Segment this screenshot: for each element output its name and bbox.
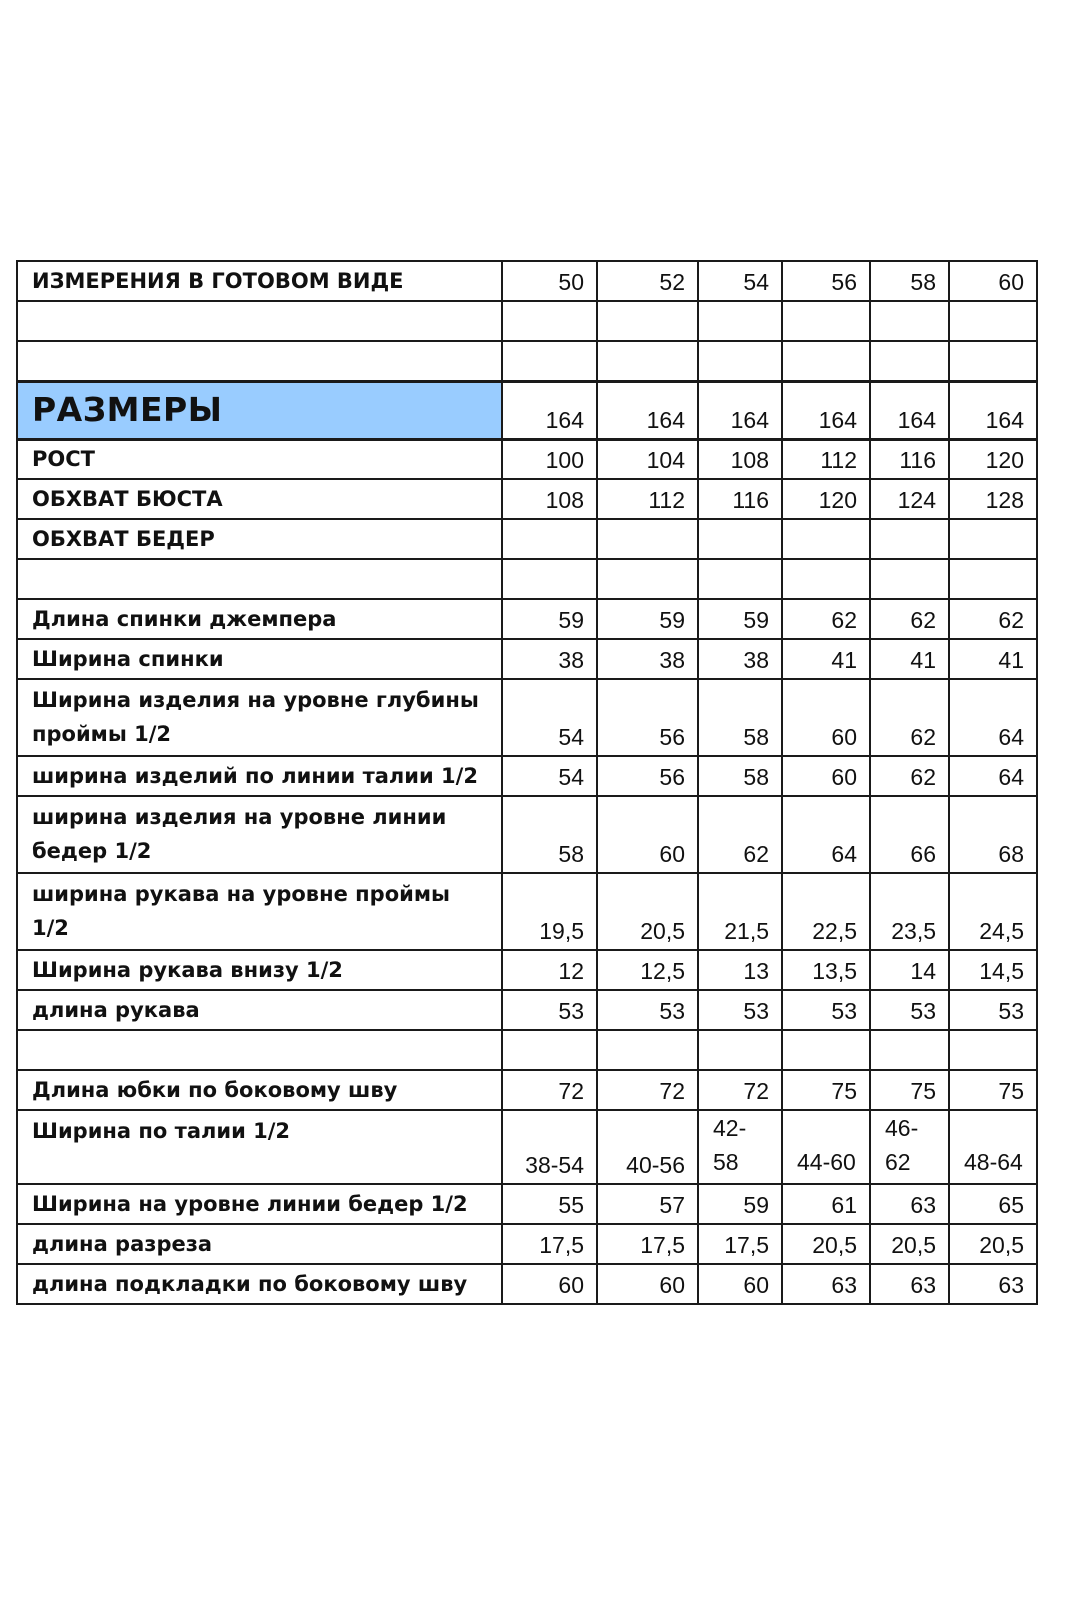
- size-value-cell: [870, 301, 949, 341]
- size-value-cell: 41: [870, 639, 949, 679]
- size-value-cell: [597, 519, 698, 559]
- size-value-cell: [698, 301, 782, 341]
- size-value-cell: 62: [782, 599, 870, 639]
- size-value-cell: 53: [698, 990, 782, 1030]
- table-row: [17, 1224, 1037, 1264]
- size-value-cell: 100: [502, 439, 597, 479]
- size-value-cell: [782, 559, 870, 599]
- size-value-cell: 46-62: [870, 1110, 949, 1184]
- row-label: РОСТ: [17, 439, 502, 479]
- size-value-cell: [597, 341, 698, 381]
- size-value-cell: 112: [597, 479, 698, 519]
- size-value-cell: [502, 341, 597, 381]
- size-value-cell: 116: [698, 479, 782, 519]
- size-value-cell: 60: [949, 261, 1037, 301]
- size-value-cell: [949, 341, 1037, 381]
- table-row-empty: [17, 559, 1037, 599]
- row-label: ИЗМЕРЕНИЯ В ГОТОВОМ ВИДЕ: [17, 261, 502, 301]
- size-value-cell: 20,5: [597, 873, 698, 950]
- size-value-cell: 60: [502, 1264, 597, 1304]
- table-row: [17, 990, 1037, 1030]
- size-value-cell: 60: [782, 679, 870, 756]
- table-row-empty: [17, 341, 1037, 381]
- size-value-cell: 23,5: [870, 873, 949, 950]
- size-chart-table: [16, 260, 1038, 1305]
- table-row: [17, 381, 1037, 439]
- row-label: [17, 1030, 502, 1070]
- size-value-cell: 72: [597, 1070, 698, 1110]
- row-label: ширина рукава на уровне проймы 1/2: [17, 873, 502, 950]
- size-value-cell: 60: [597, 1264, 698, 1304]
- size-value-cell: 57: [597, 1184, 698, 1224]
- size-value-cell: 14,5: [949, 950, 1037, 990]
- size-value-cell: 75: [870, 1070, 949, 1110]
- size-value-cell: 116: [870, 439, 949, 479]
- size-value-cell: 53: [782, 990, 870, 1030]
- table-row-empty: [17, 1030, 1037, 1070]
- row-label: ширина изделий по линии талии 1/2: [17, 756, 502, 796]
- size-value-cell: 108: [698, 439, 782, 479]
- size-value-cell: 104: [597, 439, 698, 479]
- size-value-cell: 55: [502, 1184, 597, 1224]
- size-value-cell: 75: [949, 1070, 1037, 1110]
- sizes-heading: РАЗМЕРЫ: [17, 381, 502, 439]
- size-value-cell: 50: [502, 261, 597, 301]
- size-value-cell: 44-60: [782, 1110, 870, 1184]
- size-value-cell: 108: [502, 479, 597, 519]
- size-value-cell: 59: [698, 599, 782, 639]
- size-value-cell: 128: [949, 479, 1037, 519]
- size-value-cell: 58: [870, 261, 949, 301]
- table-row: [17, 261, 1037, 301]
- row-label: ширина изделия на уровне линии бедер 1/2: [17, 796, 502, 873]
- size-value-cell: 40-56: [597, 1110, 698, 1184]
- row-label: ОБХВАТ БЕДЕР: [17, 519, 502, 559]
- size-value-cell: 58: [698, 756, 782, 796]
- size-value-cell: [949, 301, 1037, 341]
- table-row: [17, 479, 1037, 519]
- size-value-cell: 64: [782, 796, 870, 873]
- size-value-cell: 62: [870, 756, 949, 796]
- size-value-cell: 62: [870, 679, 949, 756]
- size-value-cell: 38-54: [502, 1110, 597, 1184]
- size-value-cell: [502, 519, 597, 559]
- size-value-cell: 62: [870, 599, 949, 639]
- size-value-cell: 19,5: [502, 873, 597, 950]
- table-row: [17, 639, 1037, 679]
- size-value-cell: 12,5: [597, 950, 698, 990]
- row-label: Ширина по талии 1/2: [17, 1110, 502, 1184]
- size-value-cell: 68: [949, 796, 1037, 873]
- size-value-cell: 53: [870, 990, 949, 1030]
- table-row: [17, 1264, 1037, 1304]
- size-value-cell: 58: [698, 679, 782, 756]
- size-value-cell: [698, 559, 782, 599]
- size-value-cell: 72: [502, 1070, 597, 1110]
- row-label: Ширина на уровне линии бедер 1/2: [17, 1184, 502, 1224]
- table-row: [17, 519, 1037, 559]
- size-value-cell: 60: [597, 796, 698, 873]
- size-value-cell: 124: [870, 479, 949, 519]
- size-value-cell: 53: [949, 990, 1037, 1030]
- size-value-cell: 164: [502, 381, 597, 439]
- size-value-cell: 164: [698, 381, 782, 439]
- size-value-cell: 61: [782, 1184, 870, 1224]
- size-value-cell: [949, 1030, 1037, 1070]
- size-value-cell: 48-64: [949, 1110, 1037, 1184]
- size-value-cell: [949, 559, 1037, 599]
- size-value-cell: 62: [949, 599, 1037, 639]
- size-value-cell: [698, 341, 782, 381]
- size-value-cell: [782, 1030, 870, 1070]
- size-value-cell: 14: [870, 950, 949, 990]
- size-value-cell: 164: [870, 381, 949, 439]
- size-value-cell: 56: [597, 679, 698, 756]
- size-value-cell: [949, 519, 1037, 559]
- row-label: длина подкладки по боковому шву: [17, 1264, 502, 1304]
- size-value-cell: 54: [698, 261, 782, 301]
- size-value-cell: 42-58: [698, 1110, 782, 1184]
- size-value-cell: [782, 301, 870, 341]
- row-label: [17, 341, 502, 381]
- size-value-cell: 72: [698, 1070, 782, 1110]
- size-value-cell: 17,5: [698, 1224, 782, 1264]
- size-value-cell: 63: [949, 1264, 1037, 1304]
- row-label: Длина спинки джемпера: [17, 599, 502, 639]
- size-value-cell: 13,5: [782, 950, 870, 990]
- row-label: ОБХВАТ БЮСТА: [17, 479, 502, 519]
- table-row: [17, 1110, 1037, 1184]
- row-label: [17, 301, 502, 341]
- size-value-cell: 66: [870, 796, 949, 873]
- table-row-empty: [17, 301, 1037, 341]
- table-row: [17, 1184, 1037, 1224]
- size-value-cell: 63: [870, 1264, 949, 1304]
- size-value-cell: 164: [782, 381, 870, 439]
- size-value-cell: 38: [597, 639, 698, 679]
- size-value-cell: 59: [698, 1184, 782, 1224]
- size-value-cell: 164: [597, 381, 698, 439]
- size-value-cell: 63: [782, 1264, 870, 1304]
- size-value-cell: 64: [949, 756, 1037, 796]
- size-value-cell: [698, 1030, 782, 1070]
- size-value-cell: [698, 519, 782, 559]
- row-label: Ширина изделия на уровне глубины проймы 1/2: [17, 679, 502, 756]
- size-value-cell: 120: [782, 479, 870, 519]
- size-value-cell: 59: [597, 599, 698, 639]
- size-value-cell: 56: [782, 261, 870, 301]
- size-value-cell: 164: [949, 381, 1037, 439]
- size-value-cell: 24,5: [949, 873, 1037, 950]
- size-value-cell: 22,5: [782, 873, 870, 950]
- table-row: [17, 950, 1037, 990]
- row-label: длина рукава: [17, 990, 502, 1030]
- size-value-cell: 62: [698, 796, 782, 873]
- size-chart-body: [17, 261, 1037, 1304]
- table-row: [17, 679, 1037, 756]
- size-value-cell: 17,5: [502, 1224, 597, 1264]
- size-value-cell: 58: [502, 796, 597, 873]
- size-value-cell: 120: [949, 439, 1037, 479]
- size-value-cell: 20,5: [782, 1224, 870, 1264]
- size-value-cell: 65: [949, 1184, 1037, 1224]
- size-value-cell: [870, 559, 949, 599]
- size-value-cell: 112: [782, 439, 870, 479]
- size-value-cell: 63: [870, 1184, 949, 1224]
- size-value-cell: 21,5: [698, 873, 782, 950]
- size-value-cell: [870, 1030, 949, 1070]
- size-value-cell: 53: [502, 990, 597, 1030]
- row-label: длина разреза: [17, 1224, 502, 1264]
- size-value-cell: [502, 559, 597, 599]
- table-row: [17, 873, 1037, 950]
- size-value-cell: [502, 301, 597, 341]
- size-value-cell: 54: [502, 679, 597, 756]
- row-label: [17, 559, 502, 599]
- size-value-cell: [870, 519, 949, 559]
- size-value-cell: 12: [502, 950, 597, 990]
- size-value-cell: 60: [782, 756, 870, 796]
- size-value-cell: 52: [597, 261, 698, 301]
- size-value-cell: 38: [698, 639, 782, 679]
- size-value-cell: [597, 559, 698, 599]
- size-value-cell: [782, 341, 870, 381]
- table-row: [17, 599, 1037, 639]
- size-value-cell: 54: [502, 756, 597, 796]
- size-value-cell: [597, 1030, 698, 1070]
- table-row: [17, 756, 1037, 796]
- table-row: [17, 796, 1037, 873]
- row-label: Ширина рукава внизу 1/2: [17, 950, 502, 990]
- size-value-cell: 41: [949, 639, 1037, 679]
- size-value-cell: 41: [782, 639, 870, 679]
- size-value-cell: [870, 341, 949, 381]
- table-row: [17, 1070, 1037, 1110]
- size-value-cell: 20,5: [870, 1224, 949, 1264]
- size-value-cell: 38: [502, 639, 597, 679]
- size-value-cell: 53: [597, 990, 698, 1030]
- size-value-cell: 56: [597, 756, 698, 796]
- row-label: Длина юбки по боковому шву: [17, 1070, 502, 1110]
- size-value-cell: 64: [949, 679, 1037, 756]
- table-row: [17, 439, 1037, 479]
- size-value-cell: 75: [782, 1070, 870, 1110]
- size-value-cell: 13: [698, 950, 782, 990]
- row-label: Ширина спинки: [17, 639, 502, 679]
- size-value-cell: 17,5: [597, 1224, 698, 1264]
- size-value-cell: [782, 519, 870, 559]
- size-value-cell: 60: [698, 1264, 782, 1304]
- size-value-cell: [597, 301, 698, 341]
- size-value-cell: [502, 1030, 597, 1070]
- size-value-cell: 20,5: [949, 1224, 1037, 1264]
- size-value-cell: 59: [502, 599, 597, 639]
